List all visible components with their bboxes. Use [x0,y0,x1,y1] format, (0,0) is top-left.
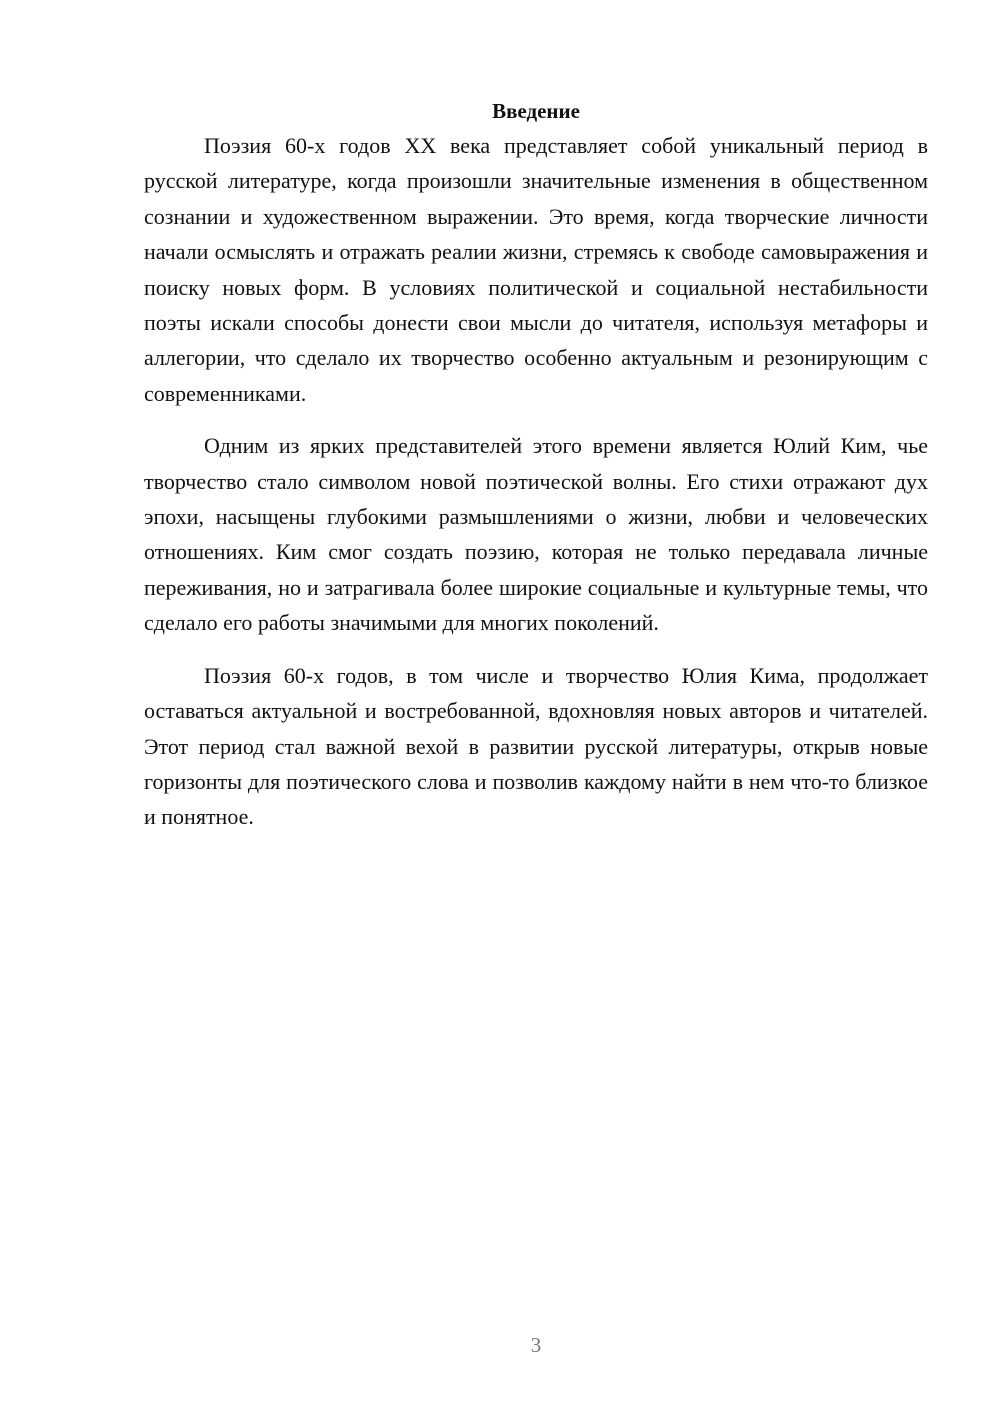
page-number: 3 [530,1333,542,1357]
paragraph-1: Поэзия 60-х годов XX века представляет собой уникальный период в русской литературе, когда произошли значительные изменения в общественном сознании и художественном выражении. Это время, когда творческие личности начали осмыслять и отражать реалии жизни, стремясь к свободе самовыражения и поиску новых форм. В условиях политической и социальной нестабильности поэты искали способы донести свои мысли до читателя, используя метафоры и аллегории, что сделало их творчество особенно актуальным и резонирующим с современниками. [144,133,928,406]
section-title: Введение [492,99,580,123]
paragraph-2: Одним из ярких представителей этого времени является Юлий Ким, чье творчество стало символом новой поэтической волны. Его стихи отражают дух эпохи, насыщены глубокими размышлениями о жизни, любви и человеческих отношениях. Ким смог создать поэзию, которая не только передавала личные переживания, но и затрагивала более широкие социальные и культурные темы, что сделало его работы значимыми для многих поколений. [144,433,928,636]
paragraph-3: Поэзия 60-х годов, в том числе и творчество Юлия Кима, продолжает оставаться актуальной и востребованной, вдохновляя новых авторов и читателей. Этот период стал важной вехой в развитии русской литературы, открыв новые горизонты для поэтического слова и позволив каждому найти в нем что-то близкое и понятное. [144,662,928,830]
page-content [144,96,928,852]
